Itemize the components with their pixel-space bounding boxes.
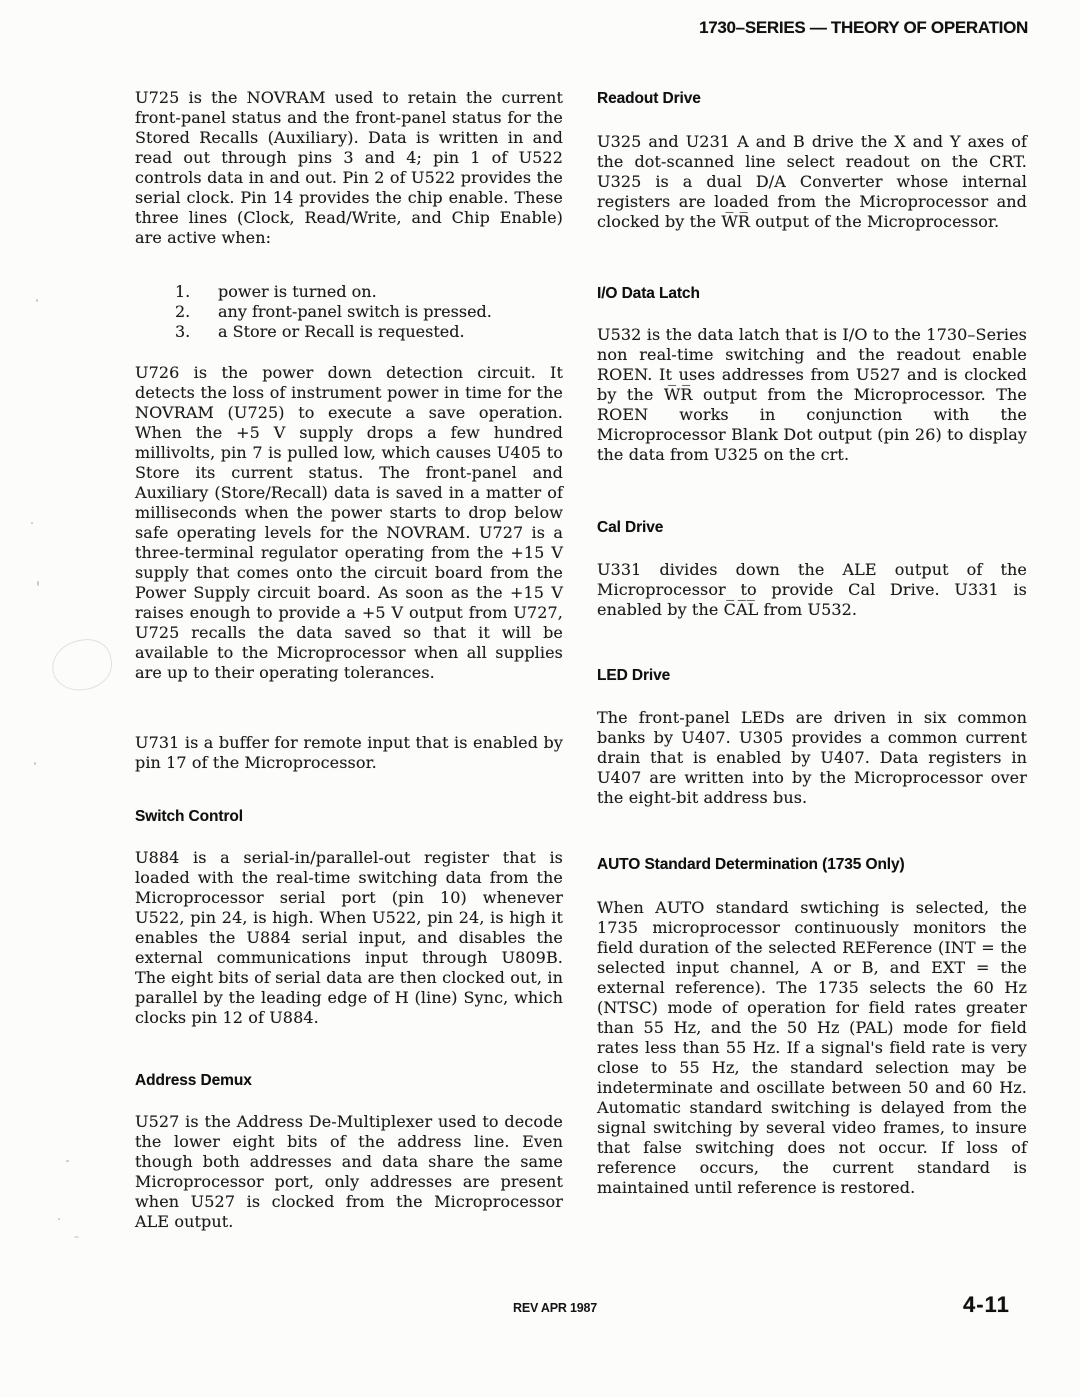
section-heading-io-data-latch: I/O Data Latch — [597, 285, 700, 302]
page-header: 1730–SERIES — THEORY OF OPERATION — [699, 18, 1028, 37]
paragraph-u884: U884 is a serial-in/parallel-out register that is loaded with the real-time switching data from the Microprocessor serial port (pin 10) whenever U522, pin 24, is high. When U522, pin 24, is high it enables the U884 serial input, and disables the external communications input through U809B. The eight bits of serial data are then clocked out, in parallel by the leading edge of H (line) Sync, which clocks pin 12 of U884. — [135, 848, 563, 1027]
paragraph-u731: U731 is a buffer for remote input that is enabled by pin 17 of the Microprocessor. — [135, 733, 563, 772]
paragraph-auto-standard: When AUTO standard swtiching is selected, the 1735 microprocessor continuously monitors the field duration of the selected REFerence (INT = the selected input channel, A or B, and EXT = the external reference). The 1735 selects the 60 Hz (NTSC) mode of operation for field rates greater than 55 Hz, and the 50 Hz (PAL) mode for field rates less than 55 Hz. If a signal's field rate is very close to 55 Hz, the standard selection may be indeterminate and oscillate between 50 and 60 Hz. Automatic standard switching is delayed from the signal switching by several video frames, to insure that false switching does not occur. If loss of reference occurs, the current standard is maintained until reference is restored. — [597, 898, 1027, 1197]
scan-artifact-pencil-circle — [48, 635, 116, 695]
section-heading-cal-drive: Cal Drive — [597, 519, 664, 536]
list-item-text: any front-panel switch is pressed. — [218, 302, 492, 321]
footer-page-number: 4-11 — [963, 1292, 1010, 1317]
list-item-number: 3. — [175, 322, 191, 341]
section-heading-auto-standard: AUTO Standard Determination (1735 Only) — [597, 856, 905, 873]
list-item — [135, 302, 563, 322]
scan-artifact-speck — [74, 1236, 79, 1238]
left-column — [135, 0, 563, 1397]
section-heading-address-demux: Address Demux — [135, 1072, 252, 1089]
paragraph-u527: U527 is the Address De-Multiplexer used to decode the lower eight bits of the address line. Even though both addresses and data share the same Microprocessor port, only addresses are present when U527 is clocked from the Microprocessor ALE output. — [135, 1112, 563, 1231]
scan-artifact-speck — [31, 522, 33, 524]
section-heading-switch-control: Switch Control — [135, 808, 243, 825]
section-heading-led-drive: LED Drive — [597, 667, 671, 684]
scan-artifact-speck — [37, 581, 39, 586]
list-item-text: a Store or Recall is requested. — [218, 322, 465, 341]
list-item-text: power is turned on. — [218, 282, 377, 301]
section-heading-readout-drive: Readout Drive — [597, 90, 701, 107]
scan-artifact-speck — [372, 136, 375, 138]
scan-artifact-speck — [66, 1160, 69, 1162]
scan-artifact-speck — [36, 299, 38, 302]
paragraph-readout-drive: U325 and U231 A and B drive the X and Y axes of the dot-scanned line select readout on the CRT. U325 is a dual D/A Converter whose internal registers are loaded from the Microprocessor and clocked by the W̅R̅ output of the Microprocessor. — [597, 132, 1027, 231]
scan-artifact-speck — [58, 1218, 60, 1220]
paragraph-io-data-latch: U532 is the data latch that is I/O to the 1730–Series non real-time switching and the readout enable ROEN. It uses addresses from U527 and is clocked by the W̅R̅ output from the Microprocessor. The ROEN works in conjunction with the Microprocessor Blank Dot output (pin 26) to display the data from U325 on the crt. — [597, 325, 1027, 464]
active-when-list — [135, 282, 563, 342]
paragraph-u726: U726 is the power down detection circuit. It detects the loss of instrument power in time for the NOVRAM (U725) to execute a save operation. When the +5 V supply drops a few hundred millivolts, pin 7 is pulled low, which causes U405 to Store its current status. The front-panel and Auxiliary (Store/Recall) data is saved in a matter of milliseconds when the power starts to drop below safe operating levels for the NOVRAM. U727 is a three-terminal regulator operating from the +15 V supply that comes onto the circuit board from the Power Supply circuit board. As soon as the +15 V raises enough to provide a +5 V output from U727, U725 recalls the data saved so that it will be available to the Microprocessor when all supplies are up to their operating tolerances. — [135, 363, 563, 682]
list-item-number: 1. — [175, 282, 191, 301]
paragraph-u725: U725 is the NOVRAM used to retain the current front-panel status and the front-panel status for the Stored Recalls (Auxiliary). Data is written in and read out through pins 3 and 4; pin 1 of U522 controls data in and out. Pin 2 of U522 provides the serial clock. Pin 14 provides the chip enable. These three lines (Clock, Read/Write, and Chip Enable) are active when: — [135, 88, 563, 247]
list-item — [135, 322, 563, 342]
paragraph-cal-drive: U331 divides down the ALE output of the Microprocessor to provide Cal Drive. U331 is enabled by the C̅A̅L̅ from U532. — [597, 560, 1027, 619]
right-column — [597, 0, 1027, 1397]
paragraph-led-drive: The front-panel LEDs are driven in six common banks by U407. U305 provides a common current drain that is enabled by U407. Data registers in U407 are written into by the Microprocessor over the eight-bit address bus. — [597, 708, 1027, 807]
list-item-number: 2. — [175, 302, 191, 321]
footer-revision: REV APR 1987 — [513, 1301, 597, 1315]
list-item — [135, 282, 563, 302]
scan-artifact-speck — [34, 762, 36, 765]
